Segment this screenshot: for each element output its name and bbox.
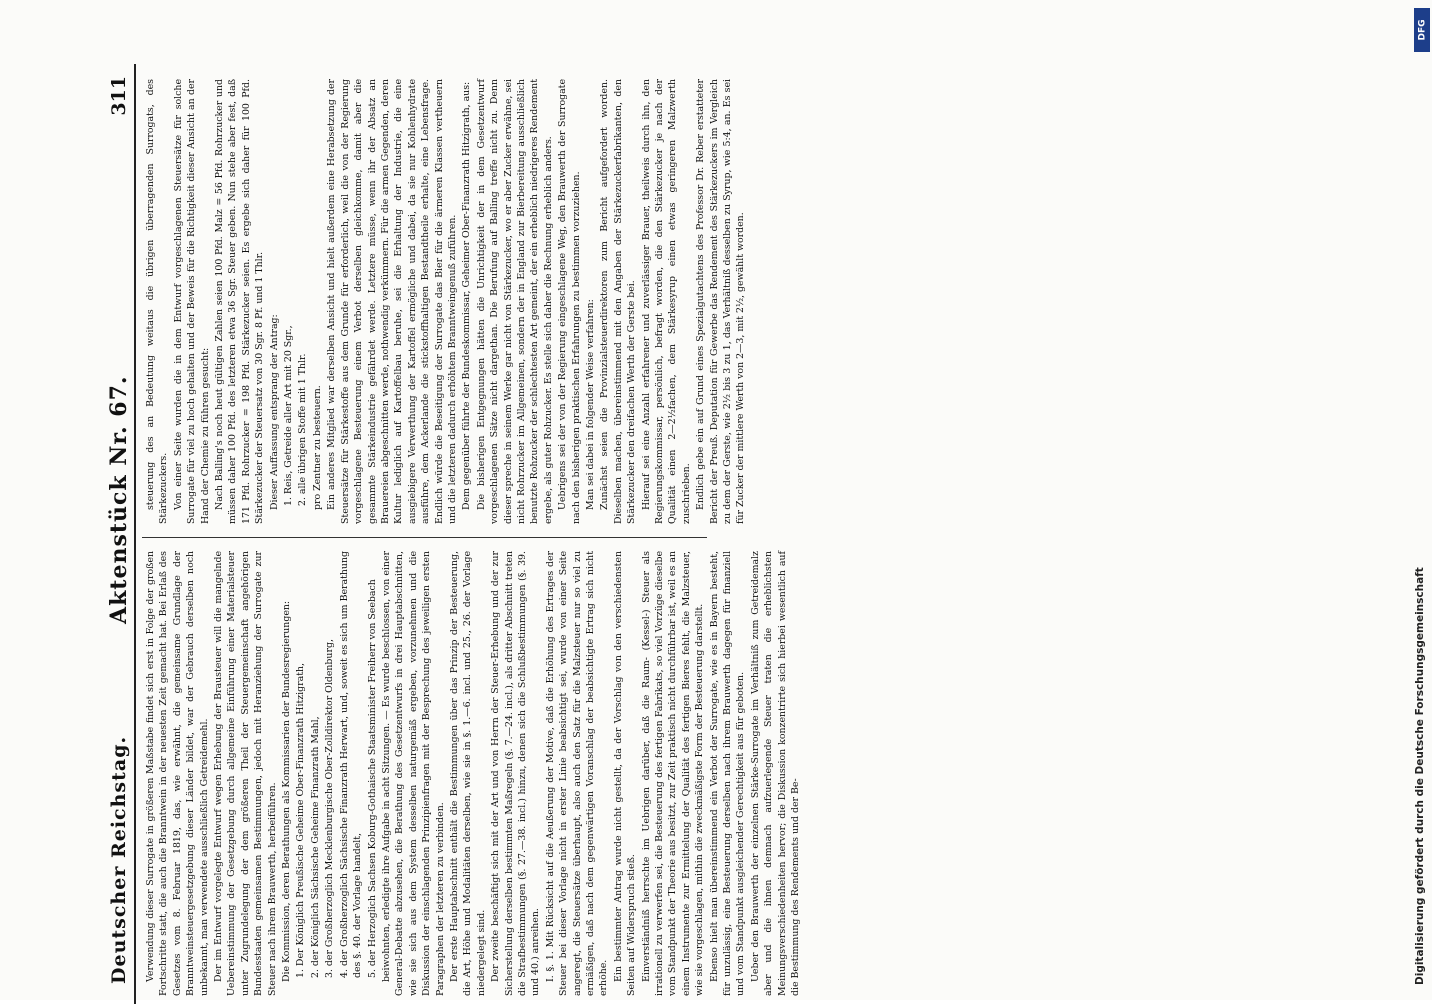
list-item: 1. Der Königlich Preußische Geheime Ober-Finanzrath Hitzigrath, [295, 662, 307, 978]
paragraph: Ein bestimmter Antrag wurde nicht gestellt, da der Vorschlag von den verschiedensten Seiten auf Widerspruch stieß. [612, 551, 638, 996]
list-item: 4. der Großherzoglich Sächsische Finanzrath Herwart, und, soweit es sich um Berathung des §. 40. der Vorlage handelt, [338, 551, 364, 978]
header-left-title: Deutscher Reichstag. [108, 735, 130, 984]
paragraph: Zunächst seien die Provinzialsteuerdirektoren zum Bericht aufgefordert worden. Dieselben machen, übereinstimmend mit den Angaben der Stärkezuckerfabrikanten, den Stärkezucker den dreifachen Werth der Gerste bei. [599, 79, 638, 524]
list-item: 2. alle übrigen Stoffe mit 1 Thlr. [297, 353, 309, 506]
paragraph: Dieser Auffassung entsprang der Antrag: [268, 314, 280, 510]
paragraph: Die bisherigen Entgegnungen hätten die Unrichtigkeit der in dem Gesetzentwurf vorgeschlagenen Sätze nicht dargethan. Die Berufung auf Balling treffe nicht zu. Denn dieser spreche in seinem Werke gar nicht von Stärkezucker, wo er aber Zucker erwähne, sei nicht Rohrzucker im Allgemeinen, sondern der in England zur Bierbereitung ausschließlich benutzte Rohzucker der schlechtesten Art gemeint, der ein erheblich niedrigeres Rendement ergebe, als guter Rohzucker. Es stelle sich daher die Rechnung erheblich anders. [475, 79, 554, 524]
paragraph: Die Kommission, deren Berathungen als Kommissarien der Bundesregierungen: [281, 600, 293, 982]
paragraph: Verwendung dieser Surrogate in größeren Maßstabe findet sich erst in Folge der großen Fortschritte statt, die auch die Branntwein in der neuesten Zeit gemacht hat. Bei Erlaß des Gesetzes vom 8. Februar 1819, das, wie erwähnt, die gemeinsame Grundlage der Branntweinsteuergesetzgebung dieser Länder bildet, war der Gebrauch derselben noch unbekannt, man verwendete ausschließlich Getreidemehl. [145, 551, 210, 996]
list-item: 5. der Herzoglich Sachsen Koburg-Gothaische Staatsminister Freiherr von Seebach [366, 579, 378, 978]
paragraph: I. §. 1. Mit Rücksicht auf die Aeußerung der Motive, daß die Erhöhung des Ertrages der Steuer bei dieser Vorlage nicht in erster Linie beabsichtigt sei, wurde von einer Seite angeregt, die Steuersätze überhaupt, also auch den Satz für die Malzsteuer nur so viel zu ermäßigen, daß nach dem gegenwärtigen Voranschlag der beabsichtigte Ertrag sich nicht erhöhe. [544, 551, 610, 996]
paragraph: Dem gegenüber führte der Bundeskommissar, Geheimer Ober-Finanzrath Hitzigrath, aus: [461, 81, 473, 510]
rotated-document-page [106, 64, 802, 1004]
list-item: 2. der Königlich Sächsische Geheime Finanzrath Mahl, [309, 716, 321, 978]
list-item: 3. der Großherzoglich Mecklenburgische Ober-Zolldirektor Oldenburg, [324, 639, 336, 978]
page-number: 311 [108, 76, 130, 116]
dfg-logo [1414, 8, 1430, 52]
header-document-number: Aktenstück Nr. 67. [106, 375, 132, 624]
paragraph: Hierauf sei eine Anzahl erfahrener und zuverlässiger Brauer, theilweis durch ihn, den Regierungskommissar, persönlich, befragt worden, die den Stärkezucker je nach der Qualität einen 2—2½fachen, dem Stärkesyrup einen etwas geringeren Malzwerth zuschrieben. [640, 79, 692, 524]
paragraph: Einverständniß herrschte im Uebrigen darüber, daß die Raum- (Kessel-) Steuer als irrationell zu verwerfen sei, die Besteuerung des fertigen Fabrikats, so viel Vorzüge dieselbe vom Standpunkt der Theorie aus besitzt, zur Zeit praktisch nicht durchführbar ist, weil es an einem Instrumente zur Ermittelung der Qualität des fertigen Bieres fehlt, die Malzsteuer, wie sie vorgeschlagen, mithin die zweckmäßigste Form der Besteuerung darstellt. [640, 551, 706, 996]
list-item: 1. Reis, Getreide aller Art mit 20 Sgr., [283, 325, 295, 506]
page-header [106, 64, 136, 1004]
paragraph: Von einer Seite wurden die in dem Entwurf vorgeschlagenen Steuersätze für solche Surrogate für viel zu hoch gehalten und der Beweis für die Richtigkeit dieser Ansicht an der Hand der Chemie zu führen gesucht: [172, 79, 211, 524]
paragraph: Endlich gebe ein auf Grund eines Spezialgutachtens des Professor Dr. Reber erstatteter Bericht der Preuß. Deputation für Gewerbe das Rendement des Stärkezuckers im Vergleich zu dem der Gerste, wie 2½ bis 3 zu 1, das Verhältniß desselben zu Syrup, wie 5:4, an. Es sei für Zucker der mittlere Werth von 2—3, mit 2½, gewählt worden. [695, 79, 747, 524]
paragraph: Uebrigens sei der von der Regierung eingeschlagene Weg, den Brauwerth der Surrogate nach den bisherigen praktischen Erfahrungen zu bestimmen vorzuziehen. [557, 79, 582, 524]
paragraph: Der erste Hauptabschnitt enthält die Bestimmungen über das Prinzip der Besteuerung, die Art, Höhe und Modalitäten derselben, wie sie in §. 1.—6. incl. und 25., 26. der Vorlage niedergelegt sind. [448, 551, 487, 996]
paragraph: Ebenso hielt man übereinstimmend ein Verbot der Surrogate, wie es in Bayern besteht, für unzulässig, eine Besteuerung derselben nach ihrem Brauwerth dagegen für finanziell und vom Standpunkt ausgleichender Gerechtigkeit aus für geboten. [708, 551, 747, 996]
paragraph: steuerung des an Bedeutung weitaus die übrigen überragenden Surrogats, des Stärkezuckers. [145, 79, 170, 524]
dfg-logo-text: DFG [1417, 19, 1428, 41]
left-text-column [144, 551, 804, 996]
page-content [106, 64, 802, 1004]
paragraph: pro Zentner zu besteuern. [311, 385, 323, 510]
paragraph: Nach Balling's noch heut gültigen Zahlen seien 100 Pfd. Malz = 56 Pfd. Rohrzucker und müssen daher 100 Pfd. des letzteren etwa 36 Sgr. Steuer geben. Nun stehe aber fest, daß 171 Pfd. Rohrzucker = 198 Pfd. Stärkezucker seien. Es ergebe sich daher für 100 Pfd. Stärkezucker der Steuersatz von 30 Sgr. 8 Pf. und 1 Thlr. [214, 79, 266, 524]
paragraph: beiwohnten, erledigte ihre Aufgabe in acht Sitzungen. — Es wurde beschlossen, von einer General-Debatte abzusehen, die Berathung des Gesetzentwurfs in drei Hauptabschnitten, wie sie sich aus dem System desselben naturgemäß ergeben, vorzunehmen und die Diskussion der einschlagenden Prinzipienfragen mit der Besprechung des jeweiligen ersten Paragraphen der letzteren zu verbinden. [380, 551, 446, 996]
paragraph: Der im Entwurf vorgelegte Entwurf wegen Erhebung der Brausteuer will die mangelnde Uebereinstimmung der Gesetzgebung durch allgemeine Einführung einer Materialsteuer unter Zugrundelegung der dem größeren Theil der Steuergemeinschaft angehörigen Bundesstaaten gemeinsamen Bestimmungen, jedoch mit Heranziehung der Surrogate zur Steuer nach ihrem Brauwerth, herbeiführen. [213, 551, 278, 996]
right-text-column [144, 79, 749, 524]
paragraph: Ueber den Brauwerth der einzelnen Stärke-Surrogate im Verhältniß zum Getreidemalz aber und die ihnen demnach aufzuerlegende Steuer traten die erheblichsten Meinungsverschiedenheiten hervor; die Diskussion konzentrirte sich hierbei wesentlich auf die Bestimmung des Rendements und der Be- [749, 551, 802, 996]
paragraph: Der zweite beschäftigt sich mit der Art und von Herrn der Steuer-Erhebung und der zur Sicherstellung derselben bestimmten Maßregeln (§. 7.—24. incl.), als dritter Abschnitt treten die Strafbestimmungen (§. 27.—38. incl.) hinzu, denen sich die Schlußbestimmungen (§. 39. und 40.) anreihen. [490, 551, 542, 996]
paragraph: Ein anderes Mitglied war derselben Ansicht und hielt außerdem eine Herabsetzung der Steuersätze für Stärkestoffe aus dem Grunde für erforderlich, weil die von der Regierung vorgeschlagene Besteuerung einem Verbot derselben gleichkomme, damit aber die gesammte Stärkeindustrie gefährdet werde. Letztere müsse, wenn ihr der Absatz an Brauereien abgeschnitten werde, nothwendig verkümmern. Für die armen Gegenden, deren Kultur lediglich auf Kartoffelbau beruhe, sei die Erhaltung der Industrie, die eine ausgiebigere Verwerthung der Kartoffel ermögliche und dabei, da sie nur Kohlenhydrate ausführe, dem Ackerlande die stickstoffhaltigen Bestandtheile erhalte, eine Lebensfrage. Endlich würde die Beseitigung der Surrogate das Bier für die ärmeren Klassen vertheuern und die letzteren dadurch erhöhtem Branntweingenuß zuführen. [326, 79, 458, 524]
paragraph: Man sei dabei in folgender Weise verfahren: [585, 299, 596, 510]
column-divider [142, 537, 707, 538]
digitization-credit: Digitalisierung gefördert durch die Deutsche Forschungsgemeinschaft [1414, 567, 1426, 985]
